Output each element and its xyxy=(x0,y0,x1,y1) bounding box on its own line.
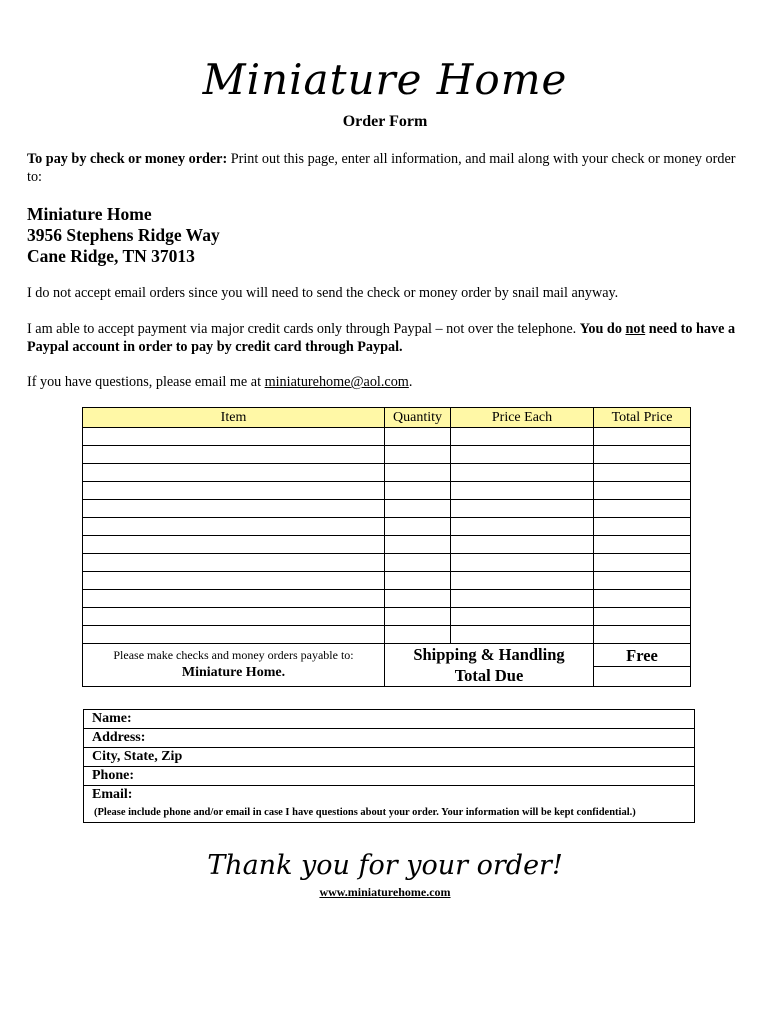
order-cell-item[interactable] xyxy=(83,500,385,518)
order-row xyxy=(83,536,691,554)
order-cell-price-each[interactable] xyxy=(451,626,594,644)
shipping-value: Free xyxy=(594,644,691,667)
order-cell-quantity[interactable] xyxy=(385,446,451,464)
order-cell-price-each[interactable] xyxy=(451,500,594,518)
order-cell-price-each[interactable] xyxy=(451,554,594,572)
info-field-phone[interactable]: Phone: xyxy=(84,767,694,786)
paypal-bold-not: not xyxy=(625,321,646,337)
order-cell-quantity[interactable] xyxy=(385,464,451,482)
shipping-label: Shipping & Handling xyxy=(413,645,565,664)
shipping-total-label-cell xyxy=(385,644,594,687)
order-cell-total-price[interactable] xyxy=(594,626,691,644)
website-link[interactable]: www.miniaturehome.com xyxy=(319,885,451,899)
order-cell-price-each[interactable] xyxy=(451,536,594,554)
mailing-address xyxy=(27,204,220,267)
order-row xyxy=(83,608,691,626)
column-header-quantity: Quantity xyxy=(385,408,451,428)
order-cell-item[interactable] xyxy=(83,554,385,572)
order-cell-total-price[interactable] xyxy=(594,554,691,572)
paypal-plain: I am able to accept payment via major credit cards only through Paypal – not over the telephone. xyxy=(27,321,580,337)
order-cell-quantity[interactable] xyxy=(385,536,451,554)
order-cell-quantity[interactable] xyxy=(385,590,451,608)
order-cell-quantity[interactable] xyxy=(385,572,451,590)
total-due-value[interactable] xyxy=(594,667,691,687)
order-row xyxy=(83,626,691,644)
order-cell-item[interactable] xyxy=(83,482,385,500)
order-cell-total-price[interactable] xyxy=(594,482,691,500)
column-header-item: Item xyxy=(83,408,385,428)
order-cell-total-price[interactable] xyxy=(594,464,691,482)
brand-title: Miniature Home xyxy=(202,55,568,104)
customer-info-box xyxy=(83,709,695,823)
order-cell-quantity[interactable] xyxy=(385,518,451,536)
order-cell-price-each[interactable] xyxy=(451,572,594,590)
order-cell-item[interactable] xyxy=(83,518,385,536)
order-cell-quantity[interactable] xyxy=(385,554,451,572)
order-cell-quantity[interactable] xyxy=(385,500,451,518)
questions-plain: If you have questions, please email me at xyxy=(27,374,265,390)
order-row xyxy=(83,446,691,464)
info-field-city-state-zip[interactable]: City, State, Zip xyxy=(84,748,694,767)
questions-end: . xyxy=(408,374,413,390)
order-cell-price-each[interactable] xyxy=(451,518,594,536)
check-instructions xyxy=(27,150,745,186)
column-header-price-each: Price Each xyxy=(451,408,594,428)
check-text: Print out this page, enter all information, and mail along with your check or money order to: xyxy=(27,151,736,185)
address-city: Cane Ridge, TN 37013 xyxy=(27,246,195,266)
order-cell-price-each[interactable] xyxy=(451,482,594,500)
order-cell-item[interactable] xyxy=(83,608,385,626)
payable-note: Please make checks and money orders payable to: xyxy=(113,648,354,662)
order-cell-price-each[interactable] xyxy=(451,608,594,626)
contact-email-link[interactable]: miniaturehome@aol.com xyxy=(264,374,409,390)
order-row xyxy=(83,428,691,446)
column-header-total-price: Total Price xyxy=(594,408,691,428)
address-street: 3956 Stephens Ridge Way xyxy=(27,225,220,245)
questions-text xyxy=(27,373,745,391)
order-cell-price-each[interactable] xyxy=(451,446,594,464)
order-cell-total-price[interactable] xyxy=(594,500,691,518)
order-cell-total-price[interactable] xyxy=(594,536,691,554)
order-cell-price-each[interactable] xyxy=(451,590,594,608)
order-cell-quantity[interactable] xyxy=(385,482,451,500)
order-row xyxy=(83,500,691,518)
paypal-bold-b: need to have a Paypal account in order to pay by credit card through Paypal. xyxy=(27,321,736,355)
page-title: Order Form xyxy=(342,113,428,130)
total-due-label: Total Due xyxy=(454,666,524,685)
order-row xyxy=(83,518,691,536)
order-row xyxy=(83,590,691,608)
info-field-email[interactable]: Email: xyxy=(92,787,133,802)
order-cell-total-price[interactable] xyxy=(594,572,691,590)
order-cell-item[interactable] xyxy=(83,590,385,608)
info-field-address[interactable]: Address: xyxy=(84,729,694,748)
order-row xyxy=(83,572,691,590)
order-row xyxy=(83,554,691,572)
paypal-text xyxy=(27,320,745,356)
check-label: To pay by check or money order: xyxy=(27,151,228,167)
paypal-bold-a: You do xyxy=(579,321,626,337)
order-cell-total-price[interactable] xyxy=(594,428,691,446)
email-policy-text: I do not accept email orders since you will need to send the check or money order by snail mail anyway. xyxy=(27,285,619,301)
order-cell-quantity[interactable] xyxy=(385,626,451,644)
payable-note-cell xyxy=(83,644,385,687)
order-table-header xyxy=(83,408,691,428)
order-cell-quantity[interactable] xyxy=(385,428,451,446)
order-cell-item[interactable] xyxy=(83,428,385,446)
order-row xyxy=(83,482,691,500)
order-cell-item[interactable] xyxy=(83,572,385,590)
order-cell-quantity[interactable] xyxy=(385,608,451,626)
order-cell-total-price[interactable] xyxy=(594,590,691,608)
order-cell-total-price[interactable] xyxy=(594,518,691,536)
order-row xyxy=(83,464,691,482)
order-cell-total-price[interactable] xyxy=(594,608,691,626)
address-name: Miniature Home xyxy=(27,204,152,224)
order-cell-total-price[interactable] xyxy=(594,446,691,464)
payable-name: Miniature Home. xyxy=(181,665,286,680)
info-note: (Please include phone and/or email in case I have questions about your order. Your information will be kept confidential.) xyxy=(94,807,636,818)
order-cell-item[interactable] xyxy=(83,446,385,464)
order-cell-price-each[interactable] xyxy=(451,464,594,482)
order-cell-item[interactable] xyxy=(83,464,385,482)
order-cell-item[interactable] xyxy=(83,536,385,554)
order-table xyxy=(82,407,691,687)
info-field-name[interactable]: Name: xyxy=(84,710,694,729)
thank-you-text: Thank you for your order! xyxy=(207,850,563,881)
order-cell-item[interactable] xyxy=(83,626,385,644)
order-cell-price-each[interactable] xyxy=(451,428,594,446)
